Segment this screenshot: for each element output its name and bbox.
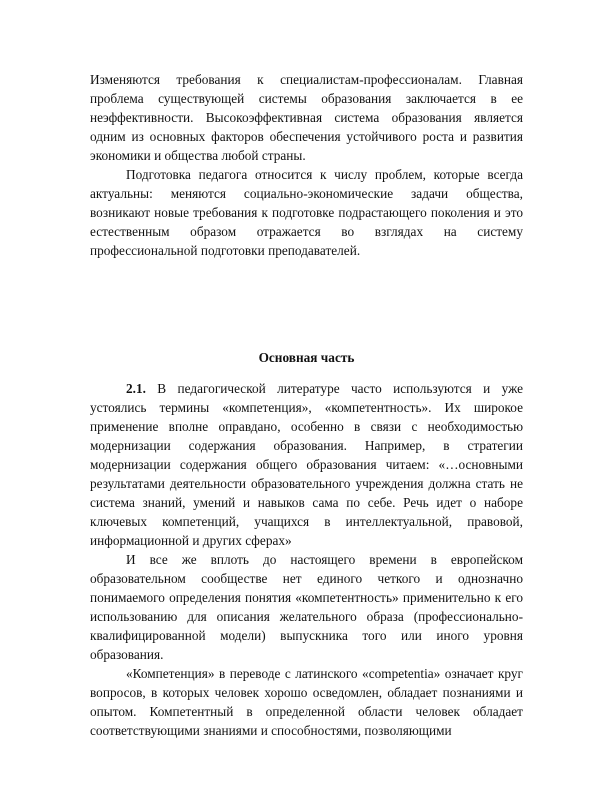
section-paragraph-3: «Компетенция» в переводе с латинского «competentia» означает круг вопросов, в которых человек хорошо осведомлен, обладает познаниями и опытом. Компетентный в определенной области человек обладает соответствующими знаниями и способностями, позволяющими	[90, 666, 523, 738]
section-paragraph-1-text: В педагогической литературе часто используются и уже устоялись термины «компетенция», «компетентность». Их широкое применение вполне оправдано, особенно в связи с необходимостью модернизации содержания образования. Например, в стратегии модернизации содержания общего образования читаем: «…основными результатами деятельности образовательного учреждения должна стать не система знаний, умений и навыков сама по себе. Речь идет о наборе ключевых компетенций, учащихся в интеллектуальной, правовой, информационной и других сферах»	[90, 381, 523, 548]
section-heading: Основная часть	[258, 350, 355, 365]
section-paragraph-2: И все же вплоть до настоящего времени в европейском образовательном сообществе нет единого четкого и однозначно понимаемого определения понятия «компетентность» применительно к его использованию для описания желательного образа (профессионально-квалифицированной модели) выпускника того или иного уровня образования.	[90, 552, 523, 662]
section-number: 2.1.	[126, 381, 146, 396]
document-page	[90, 70, 523, 740]
intro-paragraph-1: Изменяются требования к специалистам-профессионалам. Главная проблема существующей системы образования заключается в ее неэффективности. Высокоэффективная система образования является одним из основных факторов обеспечения устойчивого роста и развития экономики и общества любой страны.	[90, 72, 523, 163]
section-paragraph-1	[90, 379, 523, 550]
intro-paragraph-2: Подготовка педагога относится к числу проблем, которые всегда актуальны: меняются социально-экономические задачи общества, возникают новые требования к подготовке подрастающего поколения и это естественным образом отражается во взглядах на систему профессиональной подготовки преподавателей.	[90, 167, 523, 258]
